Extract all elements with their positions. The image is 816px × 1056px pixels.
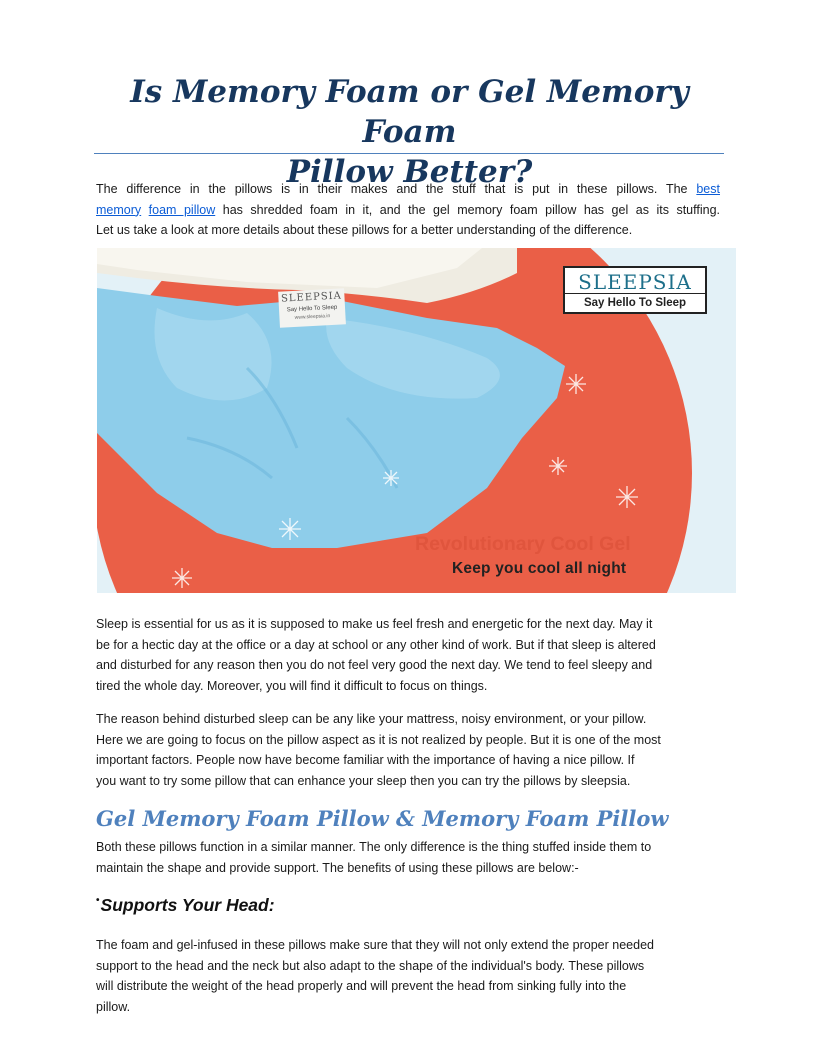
subsection-heading-text: Supports Your Head: [100, 895, 275, 915]
text-line: The reason behind disturbed sleep can be any like your mattress, noisy environment, or your pillow. [96, 712, 647, 726]
text-line: important factors. People now have become familiar with the importance of having a nice pillow. If [96, 753, 635, 767]
page-title-line-2: Pillow Better? [286, 154, 533, 190]
pillow-label-tagline: Say Hello To Sleep [286, 304, 338, 314]
subsection-heading [96, 895, 275, 916]
sleep-paragraph [96, 614, 726, 696]
pillow-label-url: www.sleepsia.in [294, 313, 331, 321]
product-banner-image [97, 248, 736, 593]
banner-headline: Revolutionary Cool Gel [415, 533, 631, 555]
banner-subheadline: Keep you cool all night [452, 560, 627, 577]
page-title-line-1: Is Memory Foam or Gel Memory Foam [130, 74, 689, 150]
text-line: will distribute the weight of the head properly and will prevent the head from sinking fully into the [96, 979, 627, 993]
text-line: maintain the shape and provide support. The benefits of using these pillows are below:- [96, 860, 579, 875]
brand-tagline: Say Hello To Sleep [565, 293, 705, 312]
text-line: you want to try some pillow that can enhance your sleep then you can try the pillows by sleepsia. [96, 773, 631, 788]
foam-pillow-link[interactable]: foam pillow [148, 202, 216, 217]
text-line: The foam and gel-infused in these pillows make sure that they will not only extend the proper needed [96, 938, 654, 952]
memory-link[interactable]: memory [96, 202, 142, 217]
supports-head-paragraph [96, 935, 726, 1017]
brand-logo [563, 266, 707, 314]
title-underline [94, 153, 724, 154]
text-line: be for a hectic day at the office or a day at school or any other kind of work. But if that sleep is altered [96, 637, 656, 652]
brand-name: SLEEPSIA [578, 270, 692, 294]
section-heading: Gel Memory Foam Pillow & Memory Foam Pillow [96, 806, 669, 831]
pillow-label [278, 288, 346, 327]
intro-line-3: Let us take a look at more details about these pillows for a better understanding of the difference. [96, 223, 633, 237]
pillow-label-brand: SLEEPSIA [280, 290, 343, 305]
text-line: Both these pillows function in a similar manner. The only difference is the thing stuffed inside them to [96, 840, 652, 854]
intro-line-1: The difference in the pillows is in their makes and the stuff that is put in these pillows. The best [96, 182, 720, 196]
text-line: pillow. [96, 999, 131, 1014]
text-line: Sleep is essential for us as it is supposed to make us feel fresh and energetic for the next day. May it [96, 617, 653, 631]
text-line: tired the whole day. Moreover, you will find it difficult to focus on things. [96, 678, 488, 693]
best-memory-foam-pillow-link[interactable]: best [696, 182, 720, 196]
disturbed-sleep-paragraph [96, 709, 726, 791]
benefits-intro-paragraph [96, 837, 726, 878]
intro-paragraph [96, 179, 720, 241]
text-line: and disturbed for any reason then you do not feel very good the next day. We tend to feel sleepy and [96, 658, 653, 672]
page-title [96, 72, 723, 192]
bullet-icon: • [96, 895, 100, 906]
text-line: Here we are going to focus on the pillow aspect as it is not realized by people. But it is one of the most [96, 732, 661, 747]
text-line: support to the head and the neck but also adapt to the shape of the individual's body. These pillows [96, 958, 645, 973]
intro-line-2: memory foam pillow has shredded foam in it, and the gel memory foam pillow has gel as its stuffing. [96, 202, 720, 217]
